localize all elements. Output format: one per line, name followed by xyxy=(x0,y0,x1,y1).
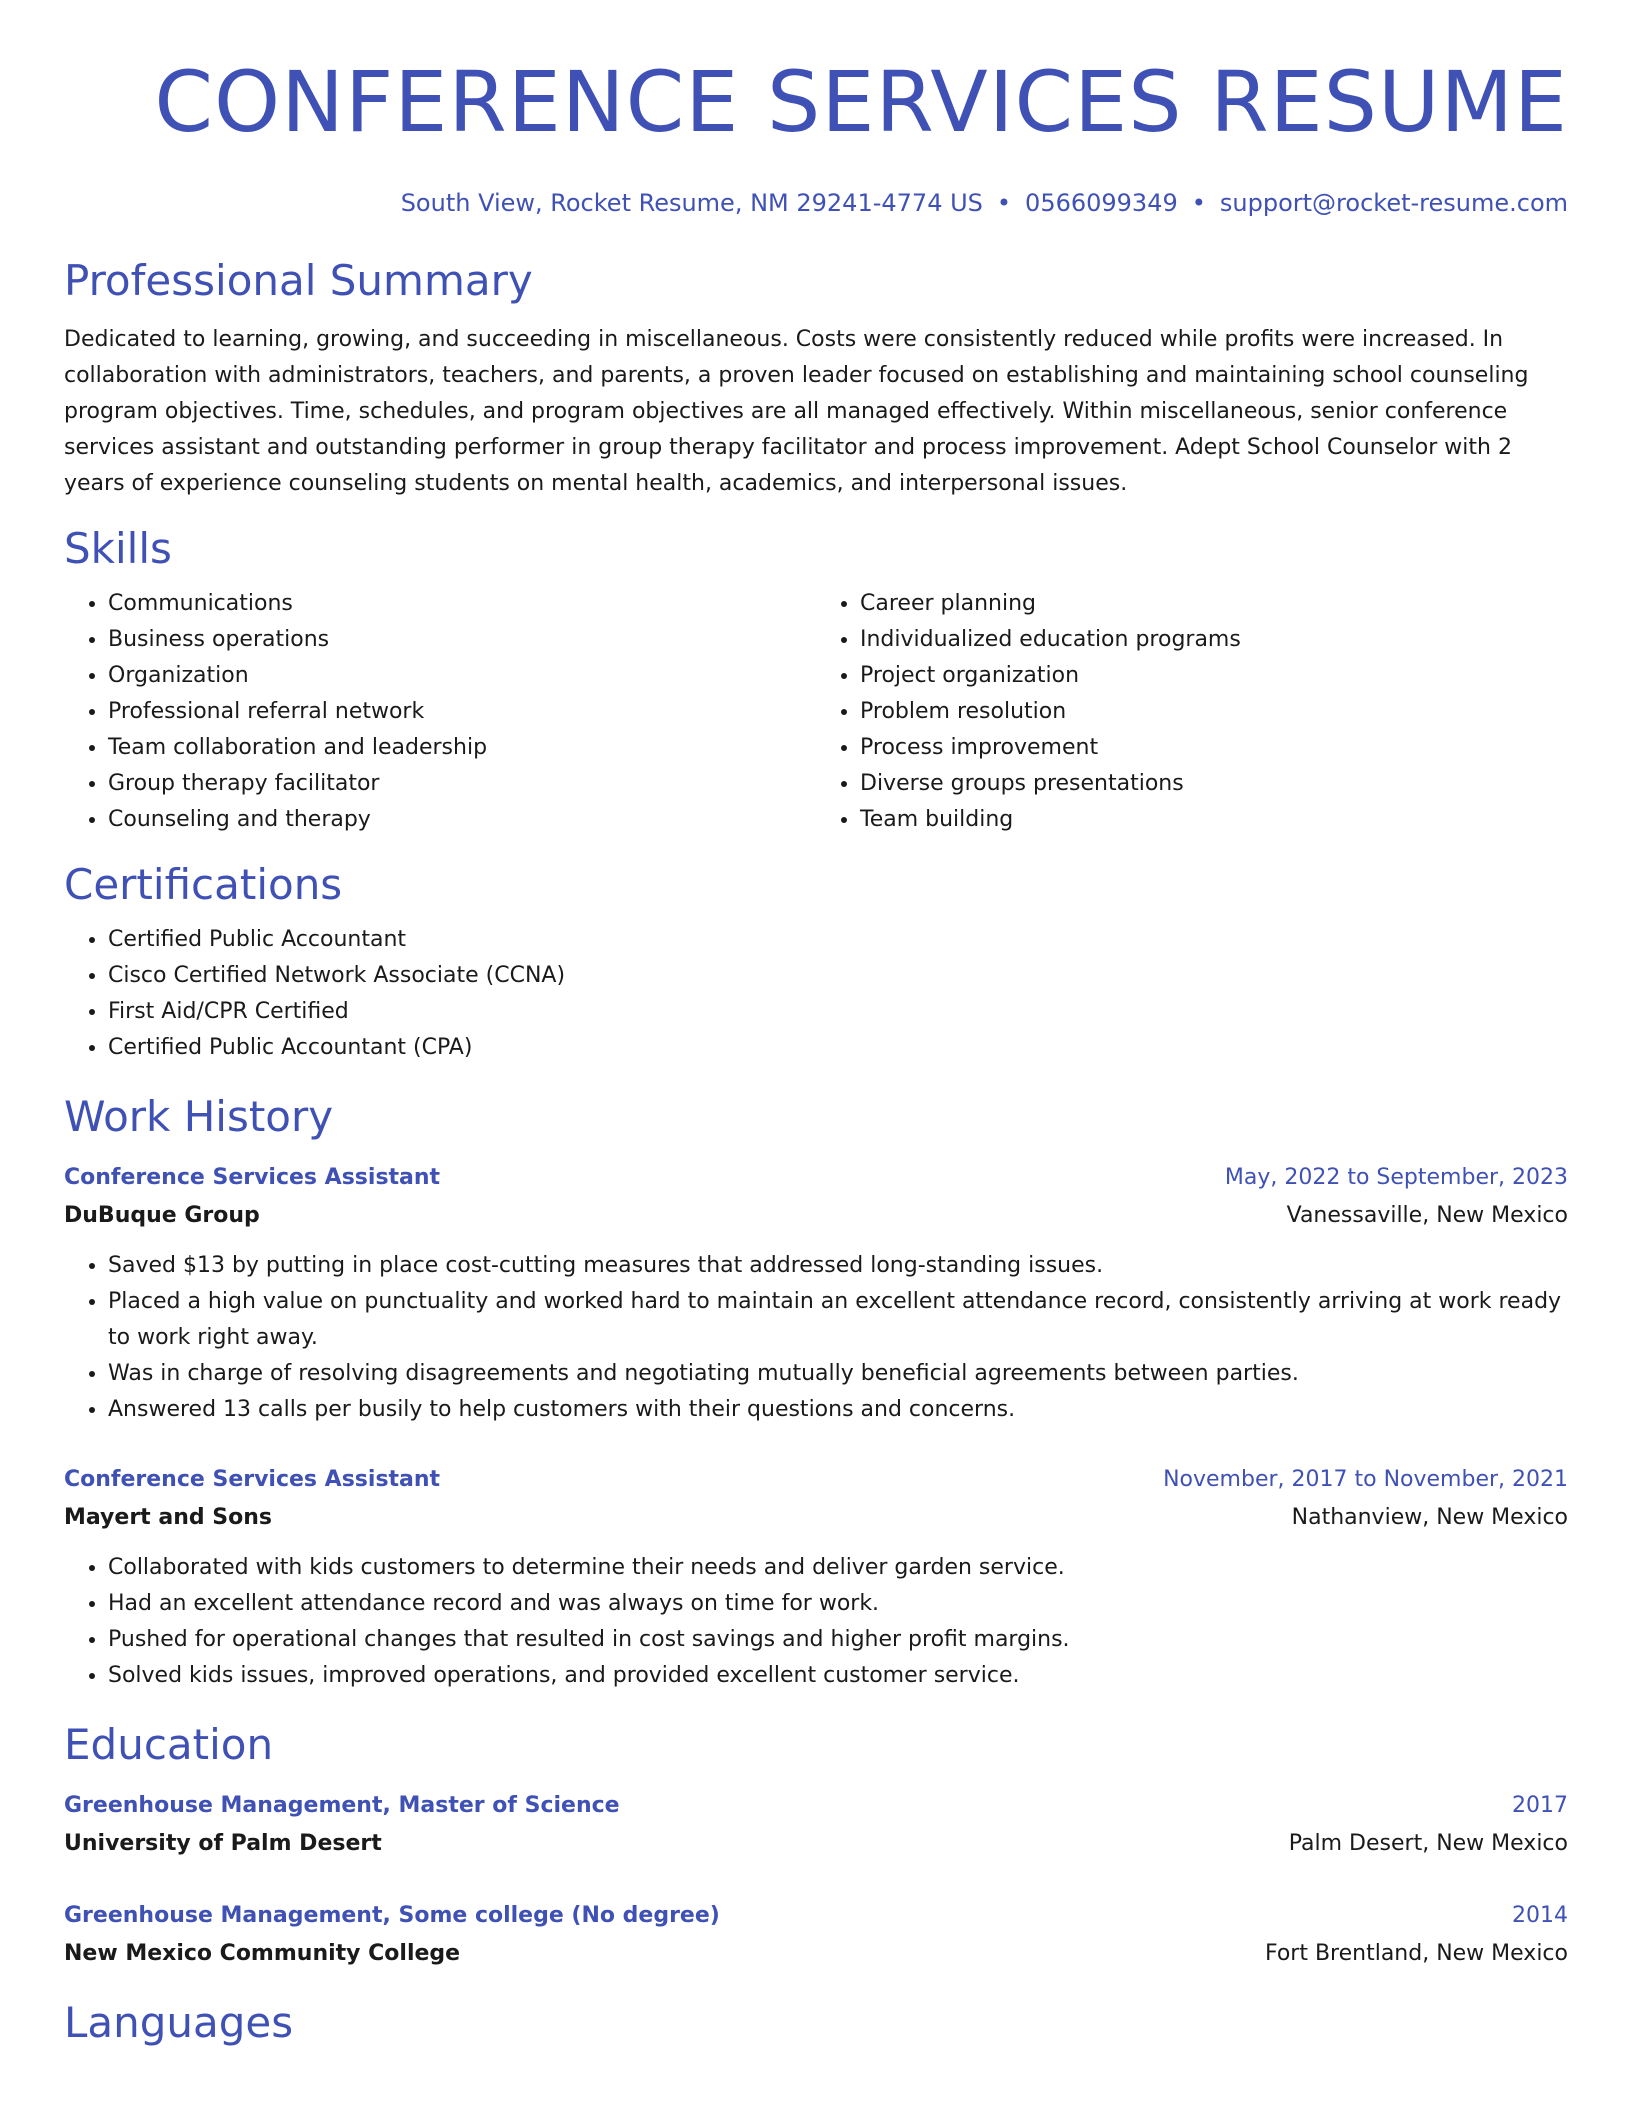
skill-item: • Team collaboration and leadership xyxy=(108,730,816,766)
work-history-section xyxy=(64,1090,1568,1694)
job-location: Nathanview, New Mexico xyxy=(1291,1505,1568,1530)
job-role: Conference Services Assistant xyxy=(64,1467,441,1492)
job-bullets xyxy=(64,1248,1568,1428)
education-heading: Education xyxy=(64,1720,274,1769)
skills-list-left xyxy=(64,586,816,838)
skill-item: • Problem resolution xyxy=(860,694,1568,730)
skill-item: • Team building xyxy=(860,802,1568,838)
job-dates: November, 2017 to November, 2021 xyxy=(1163,1467,1568,1492)
skill-item: • Process improvement xyxy=(860,730,1568,766)
contact-separator: • xyxy=(1191,189,1206,217)
job-bullet: • Solved kids issues, improved operations, and provided excellent customer service. xyxy=(108,1658,1568,1694)
skills-list-right xyxy=(816,586,1568,838)
skills-heading: Skills xyxy=(64,524,172,573)
education-degree: Greenhouse Management, Some college (No degree) xyxy=(64,1903,720,1928)
job-bullet: • Was in charge of resolving disagreements and negotiating mutually beneficial agreements between parties. xyxy=(108,1356,1568,1392)
job-bullet: • Answered 13 calls per busily to help customers with their questions and concerns. xyxy=(108,1392,1568,1428)
summary-heading: Professional Summary xyxy=(64,256,533,305)
skill-item: • Diverse groups presentations xyxy=(860,766,1568,802)
education-location: Palm Desert, New Mexico xyxy=(1288,1831,1568,1856)
education-entry xyxy=(64,1898,1568,1974)
job-bullet: • Collaborated with kids customers to determine their needs and deliver garden service. xyxy=(108,1550,1568,1586)
job-entry xyxy=(64,1160,1568,1428)
skill-item: • Group therapy facilitator xyxy=(108,766,816,802)
summary-text: Dedicated to learning, growing, and succeeding in miscellaneous. Costs were consistently reduced while profits were increased. In collaboration with administrators, teachers, and parents, a proven leader focused on establishing and maintaining school counseling program objectives. Time, schedules, and program objectives are all managed effectively. Within miscellaneous, senior conference services assistant and outstanding performer in group therapy facilitator and process improvement. Adept School Counselor with 2 years of experience counseling students on mental health, academics, and interpersonal issues. xyxy=(64,327,1529,496)
contact-email[interactable]: support@rocket-resume.com xyxy=(1219,189,1568,217)
skill-item: • Business operations xyxy=(108,622,816,658)
skill-item: • Career planning xyxy=(860,586,1568,622)
languages-heading: Languages xyxy=(64,1998,294,2047)
certification-item: • First Aid/CPR Certified xyxy=(108,994,1568,1030)
job-dates: May, 2022 to September, 2023 xyxy=(1224,1165,1568,1190)
education-entry xyxy=(64,1788,1568,1864)
education-school: University of Palm Desert xyxy=(64,1831,382,1856)
certifications-list xyxy=(64,922,1568,1066)
education-degree: Greenhouse Management, Master of Science xyxy=(64,1793,620,1818)
job-company: Mayert and Sons xyxy=(64,1505,272,1530)
job-company: DuBuque Group xyxy=(64,1203,260,1228)
contact-separator: • xyxy=(996,189,1012,217)
job-location: Vanessaville, New Mexico xyxy=(1286,1203,1568,1228)
work-history-heading: Work History xyxy=(64,1092,334,1141)
certification-item: • Certified Public Accountant (CPA) xyxy=(108,1030,1568,1066)
contact-line xyxy=(64,188,1568,218)
languages-section xyxy=(64,1996,1568,2050)
education-year: 2014 xyxy=(1512,1903,1568,1928)
resume-title: CONFERENCE SERVICES RESUME xyxy=(154,53,1568,151)
certification-item: • Cisco Certified Network Associate (CCNA) xyxy=(108,958,1568,994)
education-section xyxy=(64,1718,1568,1974)
skill-item: • Communications xyxy=(108,586,816,622)
job-bullets xyxy=(64,1550,1568,1694)
skills-section xyxy=(64,522,1568,838)
certification-item: • Certified Public Accountant xyxy=(108,922,1568,958)
skill-item: • Counseling and therapy xyxy=(108,802,816,838)
job-entry xyxy=(64,1462,1568,1694)
job-bullet: • Had an excellent attendance record and was always on time for work. xyxy=(108,1586,1568,1622)
skill-item: • Project organization xyxy=(860,658,1568,694)
skill-item: • Organization xyxy=(108,658,816,694)
summary-section xyxy=(64,254,1568,502)
skills-grid xyxy=(64,576,1568,838)
skill-item: • Individualized education programs xyxy=(860,622,1568,658)
contact-phone[interactable]: 0566099349 xyxy=(1025,189,1178,217)
certifications-section xyxy=(64,858,1568,1066)
job-bullet: • Placed a high value on punctuality and worked hard to maintain an excellent attendance record, consistently arriving at work ready to work right away. xyxy=(108,1284,1568,1356)
education-school: New Mexico Community College xyxy=(64,1941,461,1966)
skill-item: • Professional referral network xyxy=(108,694,816,730)
contact-address: South View, Rocket Resume, NM 29241-4774 US xyxy=(400,189,983,217)
job-bullet: • Saved $13 by putting in place cost-cutting measures that addressed long-standing issues. xyxy=(108,1248,1568,1284)
education-location: Fort Brentland, New Mexico xyxy=(1264,1941,1568,1966)
job-role: Conference Services Assistant xyxy=(64,1165,441,1190)
certifications-heading: Certifications xyxy=(64,860,343,909)
education-year: 2017 xyxy=(1512,1793,1568,1818)
job-bullet: • Pushed for operational changes that resulted in cost savings and higher profit margins. xyxy=(108,1622,1568,1658)
